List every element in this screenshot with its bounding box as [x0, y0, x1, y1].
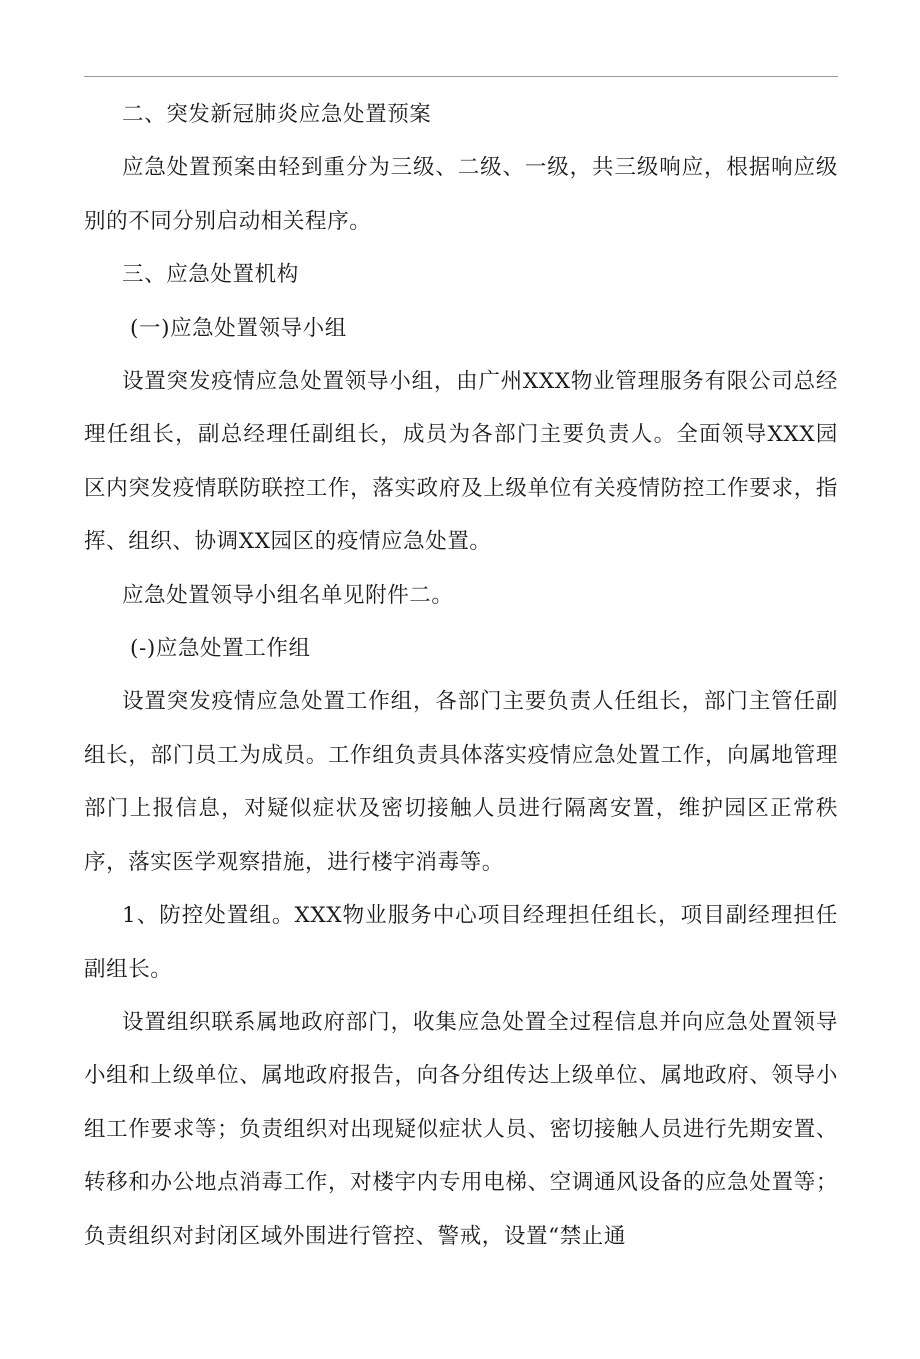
paragraph-leadership-group: 设置突发疫情应急处置领导小组，由广州XXX物业管理服务有限公司总经理任组长，副总经理任副组长，成员为各部门主要负责人。全面领导XXX园区内突发疫情联防联控工作，落实政府及上级单位有关疫情防控工作要求，指挥、组织、协调XX园区的疫情应急处置。	[84, 369, 838, 555]
document-body	[84, 88, 838, 1263]
paragraph-prevention-duties: 设置组织联系属地政府部门，收集应急处置全过程信息并向应急处置领导小组和上级单位、属地政府报告，向各分组传达上级单位、属地政府、领导小组工作要求等；负责组织对出现疑似症状人员、密切接触人员进行先期安置、转移和办公地点消毒工作，对楼宇内专用电梯、空调通风设备的应急处置等；负责组织对封闭区域外围进行管控、警戒，设置“禁止通	[84, 1009, 838, 1249]
subsection-heading-working-group: (-)应急处置工作组	[130, 636, 311, 662]
section-heading-3: 三、应急处置机构	[122, 262, 299, 288]
section-heading-2: 二、突发新冠肺炎应急处置预案	[122, 102, 432, 127]
paragraph-leadership-roster-note: 应急处置领导小组名单见附件二。	[122, 582, 454, 608]
paragraph-response-levels: 应急处置预案由轻到重分为三级、二级、一级，共三级响应，根据响应级别的不同分别启动相关程序。	[84, 155, 838, 234]
header-divider	[84, 76, 838, 77]
paragraph-working-group: 设置突发疫情应急处置工作组，各部门主要负责人任组长，部门主管任副组长，部门员工为成员。工作组负责具体落实疫情应急处置工作，向属地管理部门上报信息，对疑似症状及密切接触人员进行隔离安置，维护园区正常秩序，落实医学观察措施，进行楼宇消毒等。	[84, 689, 838, 875]
paragraph-prevention-team: 1、防控处置组。XXX物业服务中心项目经理担任组长，项目副经理担任副组长。	[84, 903, 838, 982]
subsection-heading-leadership-group: (一)应急处置领导小组	[130, 315, 347, 341]
